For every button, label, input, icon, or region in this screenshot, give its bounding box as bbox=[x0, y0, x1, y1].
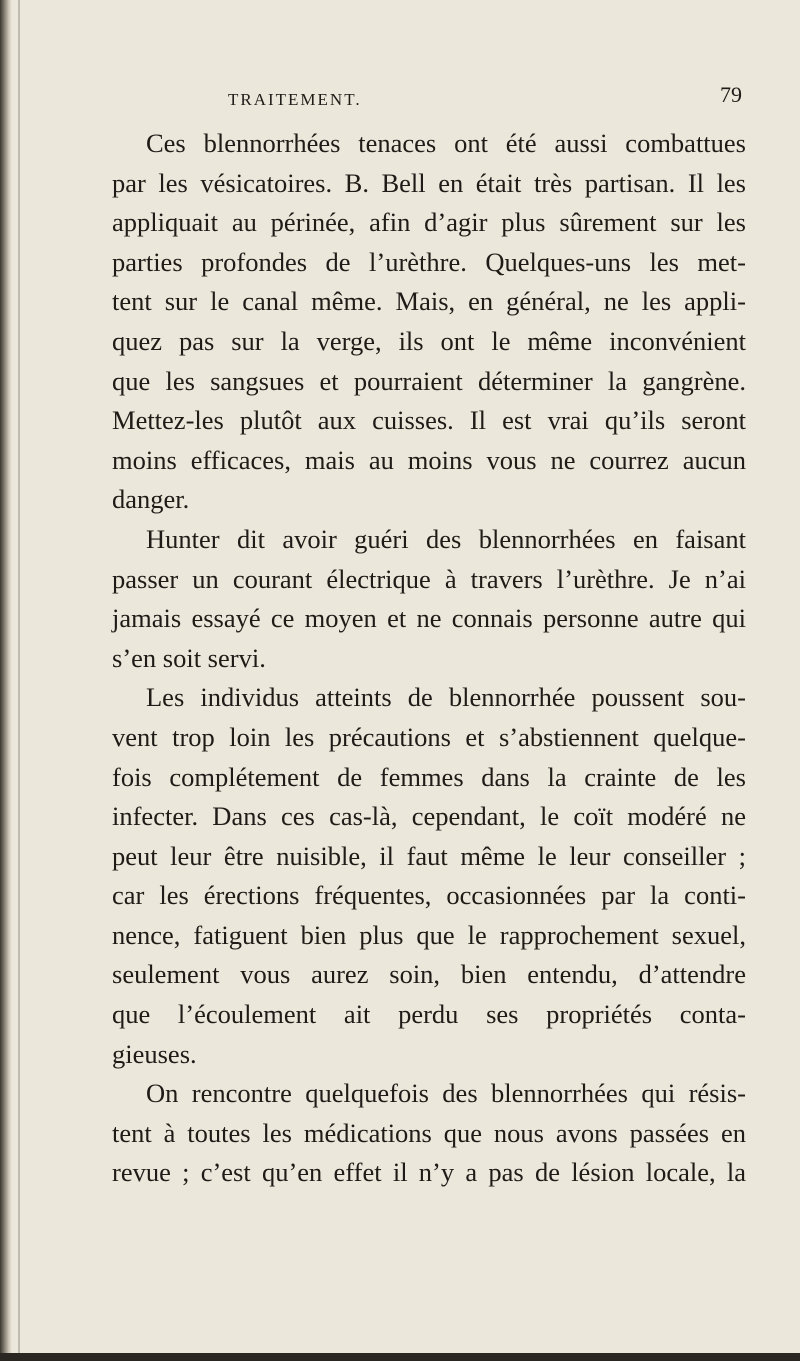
binding-edge bbox=[18, 0, 20, 1361]
text-line: danger. bbox=[112, 484, 190, 515]
text-line: Mettez-les plutôt aux cuisses. Il est vrai qu’ils seront bbox=[112, 405, 746, 436]
text-line: Hunter dit avoir guéri des blennorrhées en faisant bbox=[146, 523, 746, 554]
text-line: Les individus atteints de blennorrhée poussent sou- bbox=[146, 682, 746, 713]
body-text bbox=[112, 124, 746, 1193]
text-line: nence, fatiguent bien plus que le rapprochement sexuel, bbox=[112, 919, 746, 950]
text-line: vent trop loin les précautions et s’abstiennent quelque- bbox=[112, 721, 746, 752]
text-line: s’en soit servi. bbox=[112, 642, 266, 673]
text-line: gieuses. bbox=[112, 1038, 197, 1069]
text-line: tent sur le canal même. Mais, en général, ne les appli- bbox=[112, 286, 746, 317]
text-line: On rencontre quelquefois des blennorrhées qui résis- bbox=[146, 1078, 746, 1109]
text-line: que les sangsues et pourraient déterminer la gangrène. bbox=[112, 365, 746, 396]
text-line: que l’écoulement ait perdu ses propriétés conta- bbox=[112, 999, 746, 1030]
text-line: Ces blennorrhées tenaces ont été aussi combattues bbox=[146, 128, 746, 158]
binding-shadow bbox=[0, 0, 12, 1361]
text-line: parties profondes de l’urèthre. Quelques-uns les met- bbox=[112, 246, 746, 277]
text-line: peut leur être nuisible, il faut même le leur conseiller ; bbox=[112, 840, 746, 871]
text-line: fois complétement de femmes dans la crainte de les bbox=[112, 761, 746, 792]
text-line: passer un courant électrique à travers l’urèthre. Je n’ai bbox=[112, 563, 746, 594]
text-line: car les érections fréquentes, occasionnées par la conti- bbox=[112, 880, 746, 911]
text-line: quez pas sur la verge, ils ont le même inconvénient bbox=[112, 325, 746, 356]
text-line: revue ; c’est qu’en effet il n’y a pas de lésion locale, la bbox=[112, 1157, 746, 1188]
page-header bbox=[112, 82, 746, 118]
text-line: jamais essayé ce moyen et ne connais personne autre qui bbox=[112, 603, 746, 634]
text-line: par les vésicatoires. B. Bell en était très partisan. Il les bbox=[112, 167, 746, 198]
text-line: moins efficaces, mais au moins vous ne courrez aucun bbox=[112, 444, 746, 475]
text-line: tent à toutes les médications que nous avons passées en bbox=[112, 1117, 746, 1148]
page-number: 79 bbox=[720, 82, 742, 107]
scan-bottom-edge bbox=[0, 1353, 800, 1361]
running-title: TRAITEMENT. bbox=[228, 90, 362, 109]
text-line: appliquait au périnée, afin d’agir plus sûrement sur les bbox=[112, 207, 746, 238]
text-line: infecter. Dans ces cas-là, cependant, le coït modéré ne bbox=[112, 801, 746, 832]
text-line: seulement vous aurez soin, bien entendu, d’attendre bbox=[112, 959, 746, 990]
